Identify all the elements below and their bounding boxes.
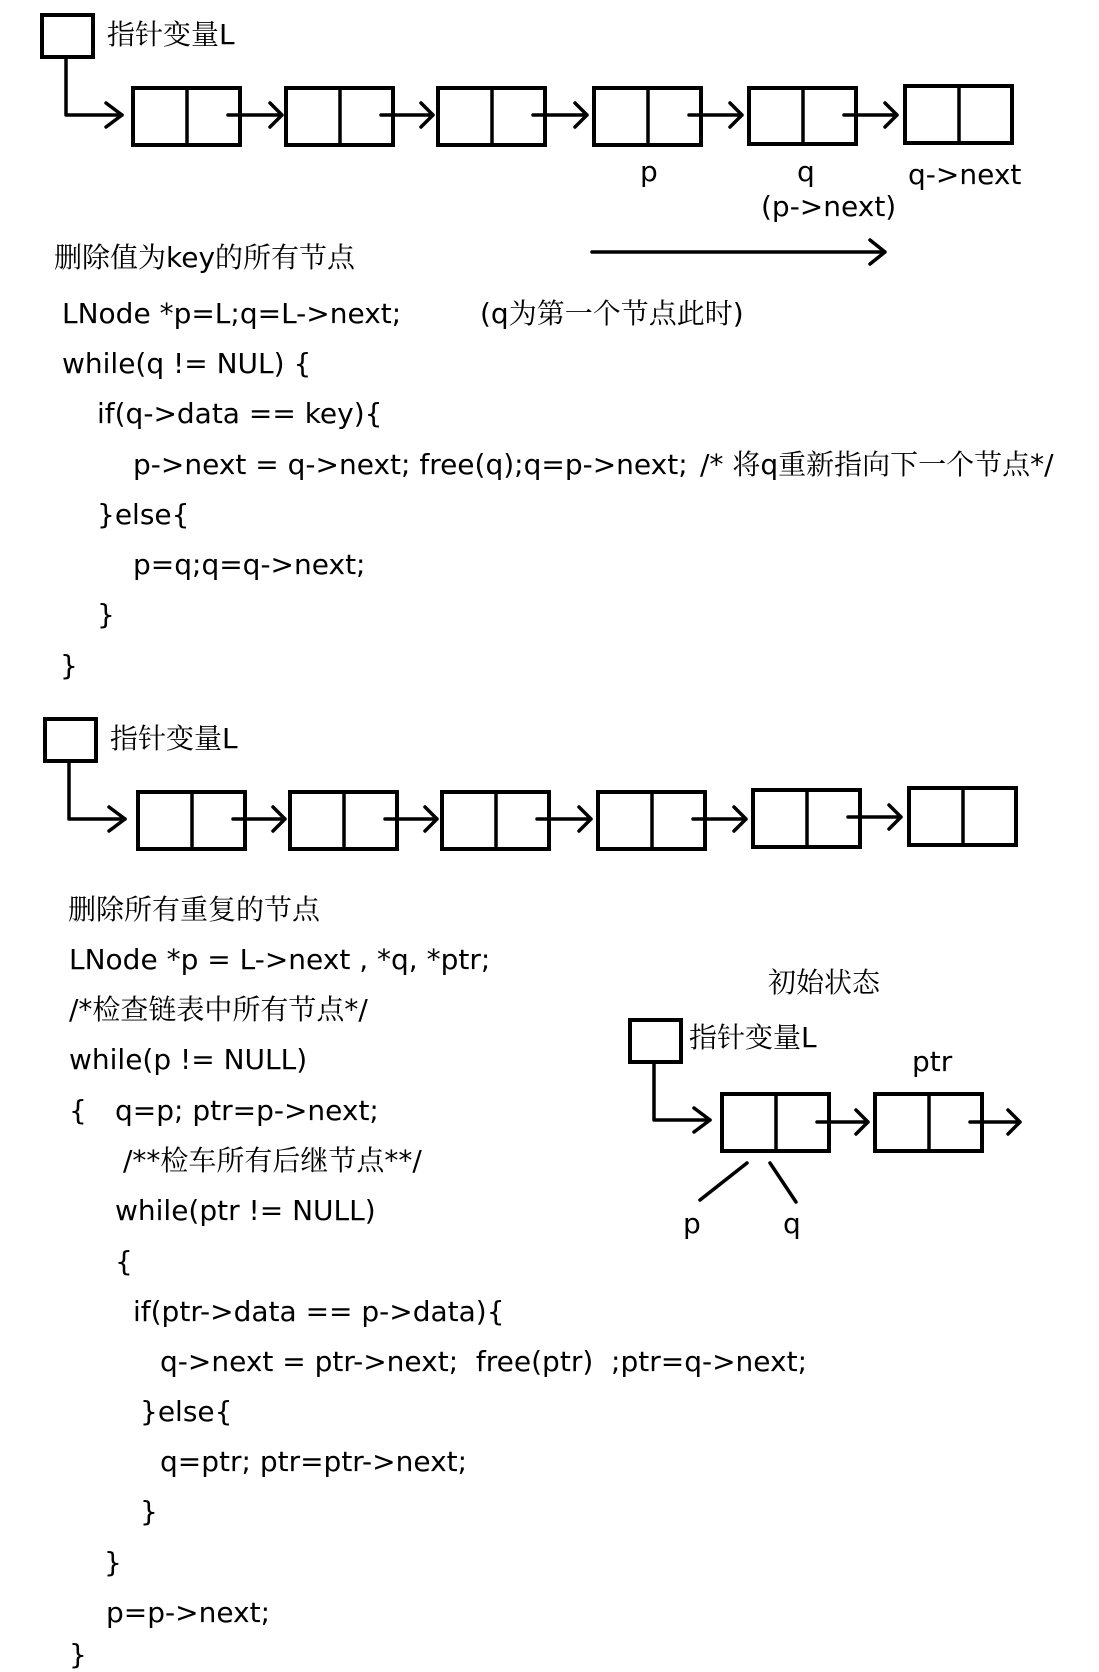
list-node-5 <box>753 790 860 847</box>
label-p: p <box>683 1207 701 1240</box>
list-node-2 <box>286 88 393 145</box>
next-arrow <box>693 807 746 831</box>
pointer-q-line <box>770 1163 796 1202</box>
code-line: q->next = ptr->next; free(ptr) ;ptr=q->next; <box>160 1345 808 1378</box>
pointer-l-box <box>630 1020 681 1062</box>
code-line: }else{ <box>97 498 190 531</box>
code-line: /**检车所有后继节点**/ <box>123 1144 422 1177</box>
list-node-q <box>749 88 856 144</box>
next-arrow <box>385 807 437 831</box>
list-node-p <box>722 1094 829 1151</box>
label-q-next: q->next <box>908 158 1022 191</box>
label-q: q <box>797 155 815 188</box>
code-line: p=p->next; <box>106 1596 271 1629</box>
next-arrow <box>689 103 742 127</box>
next-arrow <box>233 807 285 831</box>
code-line: } <box>69 1638 87 1671</box>
code-line: LNode *p=L;q=L->next; <box>62 297 402 330</box>
code-line: { <box>115 1245 133 1278</box>
list-node-3 <box>442 792 549 849</box>
code-line: } <box>140 1495 158 1528</box>
diagram-1 <box>42 15 1012 264</box>
code-line: p=q;q=q->next; <box>133 548 366 581</box>
code-line: if(ptr->data == p->data){ <box>133 1295 505 1328</box>
next-arrow <box>848 805 901 829</box>
pointer-l-arrow <box>654 1062 710 1120</box>
code-comment: /* 将q重新指向下一个节点*/ <box>700 448 1054 481</box>
list-node-1 <box>138 792 245 849</box>
code-line: q=ptr; ptr=ptr->next; <box>160 1445 468 1478</box>
list-node-p <box>594 88 701 145</box>
next-arrow <box>817 1110 868 1134</box>
list-node-ptr <box>875 1094 982 1151</box>
label-q-alias: (p->next) <box>761 190 897 223</box>
code-line: } <box>97 598 115 631</box>
pointer-variable-label: 指针变量L <box>110 722 238 755</box>
next-arrow <box>228 103 282 127</box>
section-1-title: 删除值为key的所有节点 <box>54 241 356 274</box>
code-line: }else{ <box>140 1395 233 1428</box>
list-node-3 <box>438 88 545 145</box>
code-line: LNode *p = L->next , *q, *ptr; <box>69 943 491 976</box>
pointer-variable-label: 指针变量L <box>107 18 235 51</box>
pointer-l-box <box>45 719 96 761</box>
code-line: } <box>60 649 78 682</box>
traversal-direction-arrow <box>592 240 885 264</box>
code-line: while(ptr != NULL) <box>115 1194 376 1227</box>
next-arrow <box>537 807 591 831</box>
label-ptr: ptr <box>912 1045 953 1078</box>
next-arrow <box>970 1110 1020 1134</box>
section-2-title: 删除所有重复的节点 <box>68 893 321 926</box>
next-arrow <box>533 103 587 127</box>
list-node-1 <box>133 88 240 145</box>
pointer-l-arrow <box>69 761 125 819</box>
code-line: { <box>69 1094 87 1127</box>
pointer-l-arrow <box>66 57 122 115</box>
next-arrow <box>381 103 433 127</box>
label-p: p <box>640 155 658 188</box>
pointer-variable-label: 指针变量L <box>689 1021 817 1054</box>
code-line: q=p; ptr=p->next; <box>115 1094 379 1127</box>
code-line: while(q != NUL) { <box>62 347 312 380</box>
code-note: (q为第一个节点此时) <box>480 297 744 330</box>
list-node-6 <box>909 788 1016 845</box>
code-line: p->next = q->next; free(q);q=p->next; <box>133 448 688 481</box>
code-line: while(p != NULL) <box>69 1043 308 1076</box>
list-node-4 <box>598 792 705 849</box>
initial-state-title: 初始状态 <box>768 966 881 999</box>
next-arrow <box>844 103 897 127</box>
list-node-2 <box>290 792 397 849</box>
list-node-qnext <box>905 86 1012 143</box>
code-line: if(q->data == key){ <box>97 397 383 430</box>
pointer-p-line <box>700 1163 747 1200</box>
code-line: /*检查链表中所有节点*/ <box>69 993 368 1026</box>
label-q: q <box>783 1207 801 1240</box>
code-line: } <box>104 1546 122 1579</box>
pointer-l-box <box>42 15 93 57</box>
